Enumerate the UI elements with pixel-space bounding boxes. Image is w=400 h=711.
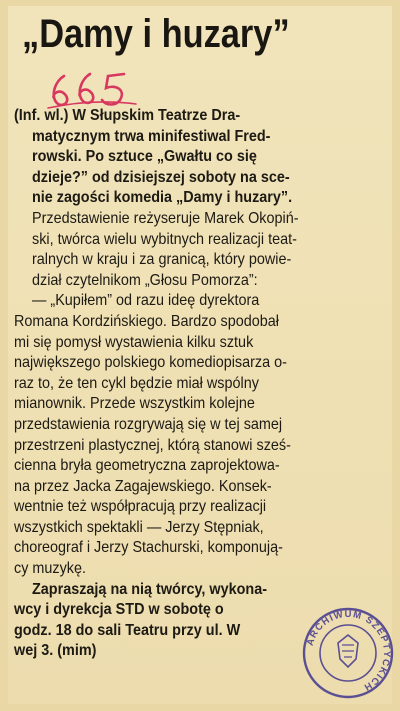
stamp-text: ARCHIWUM SZEPTYCKICH [304, 608, 393, 694]
article-line: mianownik. Przede wszystkim kolejne [14, 395, 255, 413]
article-line: wcy i dyrekcja STD w sobotę o [14, 601, 224, 619]
article-line: cy muzykę. [14, 560, 87, 578]
article-line: mi się pomysł wystawienia kilku sztuk [14, 333, 254, 351]
article-line: przestrzeni plastycznej, którą stanowi sześ- [14, 436, 291, 454]
article-line: Przedstawienie reżyseruje Marek Okopiń- [32, 209, 299, 227]
article-line: dzieje?” od dzisiejszej soboty na sce- [32, 168, 290, 186]
article-line: cienna bryła geometryczna zaprojektowa- [14, 457, 280, 475]
article-line: wszystkich spektakli — Jerzy Stępniak, [14, 518, 264, 536]
article-line: (Inf. wl.) W Słupskim Teatrze Dra- [14, 107, 241, 124]
article-line: Zapraszają na nią twórcy, wykona- [32, 580, 268, 598]
article-line: ralnych w kraju i za granicą, który powie- [32, 251, 292, 269]
article-line: matycznym trwa minifestiwal Fred- [32, 127, 271, 145]
article-line: przedstawienia rozgrywają się w tej samej [14, 415, 283, 433]
article-line: Romana Kordzińskiego. Bardzo spodobał [14, 312, 279, 330]
article-line: na przez Jacka Zagajewskiego. Konsek- [14, 477, 272, 495]
article-line: choreograf i Jerzy Stachurski, komponują- [14, 539, 283, 557]
article-body [14, 106, 392, 662]
archive-stamp [300, 605, 396, 701]
article-line: największego polskiego komediopisarza o- [14, 354, 287, 372]
article-line: dział czytelnikom „Głosu Pomorza”: [32, 271, 258, 289]
article-line: — „Kupiłem” od razu ideę dyrektora [32, 292, 260, 310]
article-line: wej 3. (mim) [14, 642, 97, 660]
article-line: wentnie też współpracują przy realizacji [14, 498, 267, 516]
article-line: raz to, że ten cykl będzie miał wspólny [14, 374, 259, 392]
article-line: nie zagości komedia „Damy i huzary”. [32, 189, 293, 207]
article-line: rowski. Po sztuce „Gwałtu co się [32, 148, 257, 166]
article-title: „Damy i huzary” [22, 12, 290, 56]
article-line: ski, twórca wielu wybitnych realizacji teat- [32, 230, 297, 248]
article-line: godz. 18 do sali Teatru przy ul. W [14, 621, 241, 639]
